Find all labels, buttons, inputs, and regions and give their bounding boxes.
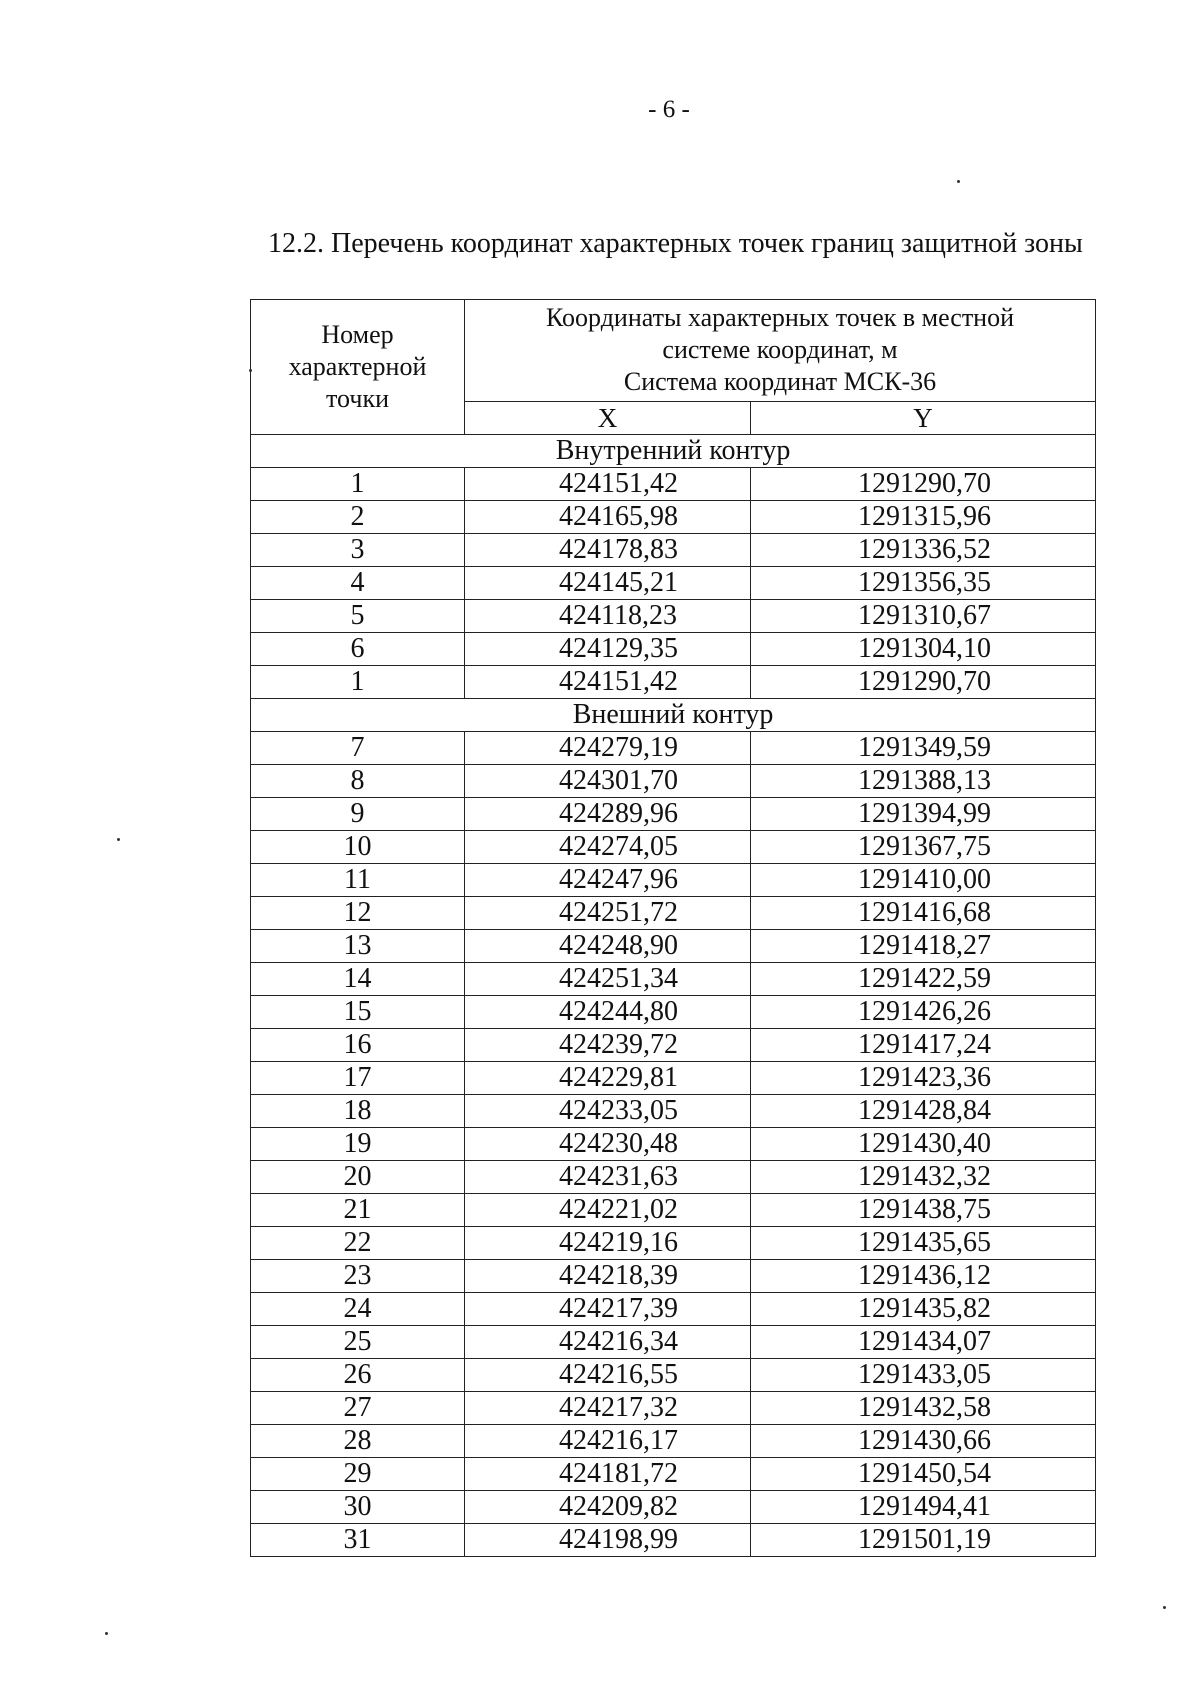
y-coordinate-value: 1291290,70 xyxy=(858,468,991,499)
x-coordinate-value: 424239,72 xyxy=(559,1029,678,1060)
x-coordinate-cell xyxy=(465,600,751,633)
y-coordinate-value: 1291433,05 xyxy=(858,1359,991,1390)
y-coordinate-value: 1291422,59 xyxy=(858,963,991,994)
point-number-cell: 30 xyxy=(251,1491,465,1524)
x-coordinate-cell xyxy=(465,633,751,666)
point-number-cell: 3 xyxy=(251,534,465,567)
x-coordinate-value: 424216,55 xyxy=(559,1359,678,1390)
table-header xyxy=(251,300,1096,435)
x-coordinate-value: 424181,72 xyxy=(559,1458,678,1489)
scan-speck xyxy=(1163,1606,1166,1609)
point-number-cell: 2 xyxy=(251,501,465,534)
y-coordinate-cell xyxy=(751,1029,1096,1062)
x-coordinate-value: 424274,05 xyxy=(559,831,678,862)
x-coordinate-value: 424221,02 xyxy=(559,1194,678,1225)
x-coordinate-value: 424229,81 xyxy=(559,1062,678,1093)
x-coordinate-value: 424301,70 xyxy=(559,765,678,796)
y-coordinate-cell xyxy=(751,831,1096,864)
y-coordinate-value: 1291423,36 xyxy=(858,1062,991,1093)
point-number-cell: 5 xyxy=(251,600,465,633)
y-coordinate-cell xyxy=(751,1260,1096,1293)
y-coordinate-cell xyxy=(751,1524,1096,1557)
table-row xyxy=(251,1359,1096,1392)
point-number-cell: 21 xyxy=(251,1194,465,1227)
x-coordinate-cell xyxy=(465,1029,751,1062)
section-title-cell: Внешний контур xyxy=(251,699,1096,732)
y-coordinate-value: 1291432,58 xyxy=(858,1392,991,1423)
y-coordinate-cell xyxy=(751,996,1096,1029)
point-number-cell: 25 xyxy=(251,1326,465,1359)
point-number-cell: 26 xyxy=(251,1359,465,1392)
y-coordinate-cell xyxy=(751,765,1096,798)
table-row xyxy=(251,831,1096,864)
point-number-cell: 10 xyxy=(251,831,465,864)
table-body xyxy=(251,435,1096,1557)
x-coordinate-cell xyxy=(465,1161,751,1194)
y-coordinate-cell xyxy=(751,1161,1096,1194)
y-coordinate-cell xyxy=(751,798,1096,831)
table-row xyxy=(251,1491,1096,1524)
x-coordinate-value: 424165,98 xyxy=(559,501,678,532)
page-number: - 6 - xyxy=(648,96,690,123)
scan-speck xyxy=(105,1632,108,1635)
coordinates-table xyxy=(250,299,1096,1557)
x-coordinate-value: 424129,35 xyxy=(559,633,678,664)
y-coordinate-cell xyxy=(751,534,1096,567)
x-coordinate-value: 424231,63 xyxy=(559,1161,678,1192)
table-row xyxy=(251,1029,1096,1062)
y-coordinate-cell xyxy=(751,468,1096,501)
x-coordinate-cell xyxy=(465,666,751,699)
x-coordinate-value: 424216,17 xyxy=(559,1425,678,1456)
x-coordinate-cell xyxy=(465,1095,751,1128)
y-coordinate-value: 1291388,13 xyxy=(858,765,991,796)
header-y: Y xyxy=(751,402,1096,435)
x-coordinate-value: 424251,72 xyxy=(559,897,678,928)
x-coordinate-cell xyxy=(465,864,751,897)
x-coordinate-cell xyxy=(465,1194,751,1227)
x-coordinate-value: 424251,34 xyxy=(559,963,678,994)
table-row xyxy=(251,897,1096,930)
table-row xyxy=(251,1194,1096,1227)
table-row xyxy=(251,1161,1096,1194)
x-coordinate-value: 424219,16 xyxy=(559,1227,678,1258)
point-number-cell: 12 xyxy=(251,897,465,930)
point-number-cell: 20 xyxy=(251,1161,465,1194)
y-coordinate-cell xyxy=(751,1293,1096,1326)
table-row xyxy=(251,732,1096,765)
header-x: X xyxy=(465,402,751,435)
scan-speck xyxy=(117,838,120,841)
y-coordinate-value: 1291450,54 xyxy=(858,1458,991,1489)
x-coordinate-cell xyxy=(465,1392,751,1425)
y-coordinate-cell xyxy=(751,1194,1096,1227)
table-row xyxy=(251,1425,1096,1458)
x-coordinate-cell xyxy=(465,963,751,996)
x-coordinate-cell xyxy=(465,1458,751,1491)
y-coordinate-value: 1291428,84 xyxy=(858,1095,991,1126)
y-coordinate-value: 1291438,75 xyxy=(858,1194,991,1225)
y-coordinate-cell xyxy=(751,567,1096,600)
table-row xyxy=(251,1128,1096,1161)
x-coordinate-value: 424216,34 xyxy=(559,1326,678,1357)
x-coordinate-cell xyxy=(465,996,751,1029)
x-coordinate-value: 424209,82 xyxy=(559,1491,678,1522)
table-row xyxy=(251,864,1096,897)
x-coordinate-cell xyxy=(465,1128,751,1161)
point-number-cell: 18 xyxy=(251,1095,465,1128)
table-row xyxy=(251,1293,1096,1326)
table-row xyxy=(251,468,1096,501)
point-number-cell: 16 xyxy=(251,1029,465,1062)
x-coordinate-cell xyxy=(465,1293,751,1326)
x-coordinate-value: 424217,32 xyxy=(559,1392,678,1423)
point-number-cell: 8 xyxy=(251,765,465,798)
point-number-cell: 13 xyxy=(251,930,465,963)
y-coordinate-cell xyxy=(751,930,1096,963)
x-coordinate-cell xyxy=(465,1359,751,1392)
x-coordinate-value: 424279,19 xyxy=(559,732,678,763)
table-row xyxy=(251,633,1096,666)
y-coordinate-value: 1291430,66 xyxy=(858,1425,991,1456)
point-number-cell: 1 xyxy=(251,468,465,501)
header-coordinates-line-1: Координаты характерных точек в местной xyxy=(546,303,1015,332)
y-coordinate-value: 1291435,65 xyxy=(858,1227,991,1258)
table-row xyxy=(251,1458,1096,1491)
y-coordinate-cell xyxy=(751,600,1096,633)
y-coordinate-cell xyxy=(751,1326,1096,1359)
header-point-number xyxy=(251,300,465,435)
x-coordinate-value: 424289,96 xyxy=(559,798,678,829)
x-coordinate-cell xyxy=(465,732,751,765)
table-row xyxy=(251,666,1096,699)
header-coordinates xyxy=(465,300,1096,402)
point-number-cell: 22 xyxy=(251,1227,465,1260)
point-number-cell: 23 xyxy=(251,1260,465,1293)
x-coordinate-value: 424198,99 xyxy=(559,1524,678,1555)
point-number-cell: 31 xyxy=(251,1524,465,1557)
y-coordinate-cell xyxy=(751,1128,1096,1161)
x-coordinate-cell xyxy=(465,468,751,501)
y-coordinate-value: 1291418,27 xyxy=(858,930,991,961)
x-coordinate-value: 424118,23 xyxy=(559,600,677,631)
table-row xyxy=(251,1392,1096,1425)
x-coordinate-cell xyxy=(465,798,751,831)
x-coordinate-value: 424248,90 xyxy=(559,930,678,961)
y-coordinate-cell xyxy=(751,1392,1096,1425)
section-title: 12.2. Перечень координат характерных точек границ защитной зоны xyxy=(268,228,1083,259)
x-coordinate-value: 424178,83 xyxy=(559,534,678,565)
header-coordinates-line-2: системе координат, м xyxy=(662,335,898,364)
y-coordinate-value: 1291315,96 xyxy=(858,501,991,532)
table-row xyxy=(251,963,1096,996)
table-row xyxy=(251,1062,1096,1095)
point-number-cell: 17 xyxy=(251,1062,465,1095)
table-row xyxy=(251,930,1096,963)
y-coordinate-value: 1291434,07 xyxy=(858,1326,991,1357)
y-coordinate-value: 1291416,68 xyxy=(858,897,991,928)
table-row xyxy=(251,765,1096,798)
point-number-cell: 6 xyxy=(251,633,465,666)
x-coordinate-value: 424218,39 xyxy=(559,1260,678,1291)
section-title-cell: Внутренний контур xyxy=(251,435,1096,468)
y-coordinate-value: 1291394,99 xyxy=(858,798,991,829)
x-coordinate-cell xyxy=(465,765,751,798)
header-point-number-line-3: точки xyxy=(326,384,389,413)
y-coordinate-cell xyxy=(751,1491,1096,1524)
scan-speck xyxy=(957,180,960,183)
header-point-number-line-2: характерной xyxy=(288,352,427,381)
y-coordinate-cell xyxy=(751,633,1096,666)
y-coordinate-value: 1291494,41 xyxy=(858,1491,991,1522)
y-coordinate-cell xyxy=(751,1425,1096,1458)
y-coordinate-value: 1291417,24 xyxy=(858,1029,991,1060)
y-coordinate-cell xyxy=(751,864,1096,897)
table-row xyxy=(251,567,1096,600)
y-coordinate-cell xyxy=(751,1458,1096,1491)
y-coordinate-cell xyxy=(751,732,1096,765)
y-coordinate-cell xyxy=(751,963,1096,996)
x-coordinate-value: 424230,48 xyxy=(559,1128,678,1159)
point-number-cell: 28 xyxy=(251,1425,465,1458)
y-coordinate-cell xyxy=(751,1227,1096,1260)
section-row xyxy=(251,699,1096,732)
y-coordinate-value: 1291410,00 xyxy=(858,864,991,895)
point-number-cell: 11 xyxy=(251,864,465,897)
x-coordinate-value: 424247,96 xyxy=(559,864,678,895)
x-coordinate-cell xyxy=(465,567,751,600)
x-coordinate-cell xyxy=(465,831,751,864)
x-coordinate-cell xyxy=(465,1524,751,1557)
x-coordinate-value: 424217,39 xyxy=(559,1293,678,1324)
y-coordinate-value: 1291426,26 xyxy=(858,996,991,1027)
table-row xyxy=(251,1095,1096,1128)
table-row xyxy=(251,798,1096,831)
y-coordinate-cell xyxy=(751,897,1096,930)
section-row xyxy=(251,435,1096,468)
point-number-cell: 19 xyxy=(251,1128,465,1161)
point-number-cell: 27 xyxy=(251,1392,465,1425)
point-number-cell: 14 xyxy=(251,963,465,996)
table-row xyxy=(251,501,1096,534)
y-coordinate-value: 1291432,32 xyxy=(858,1161,991,1192)
table-row xyxy=(251,996,1096,1029)
x-coordinate-cell xyxy=(465,1062,751,1095)
y-coordinate-value: 1291290,70 xyxy=(858,666,991,697)
x-coordinate-cell xyxy=(465,1326,751,1359)
y-coordinate-cell xyxy=(751,1095,1096,1128)
x-coordinate-value: 424145,21 xyxy=(559,567,678,598)
point-number-cell: 7 xyxy=(251,732,465,765)
x-coordinate-value: 424151,42 xyxy=(559,468,678,499)
table-row xyxy=(251,1524,1096,1557)
x-coordinate-cell xyxy=(465,930,751,963)
y-coordinate-cell xyxy=(751,1062,1096,1095)
y-coordinate-cell xyxy=(751,666,1096,699)
table-row xyxy=(251,600,1096,633)
x-coordinate-cell xyxy=(465,501,751,534)
table-row xyxy=(251,534,1096,567)
y-coordinate-value: 1291304,10 xyxy=(858,633,991,664)
point-number-cell: 29 xyxy=(251,1458,465,1491)
x-coordinate-value: 424151,42 xyxy=(559,666,678,697)
y-coordinate-value: 1291501,19 xyxy=(858,1524,991,1555)
x-coordinate-value: 424233,05 xyxy=(559,1095,678,1126)
y-coordinate-value: 1291349,59 xyxy=(858,732,991,763)
x-coordinate-cell xyxy=(465,897,751,930)
y-coordinate-value: 1291356,35 xyxy=(858,567,991,598)
y-coordinate-value: 1291430,40 xyxy=(858,1128,991,1159)
y-coordinate-value: 1291310,67 xyxy=(858,600,991,631)
x-coordinate-value: 424244,80 xyxy=(559,996,678,1027)
y-coordinate-cell xyxy=(751,1359,1096,1392)
x-coordinate-cell xyxy=(465,1491,751,1524)
y-coordinate-value: 1291435,82 xyxy=(858,1293,991,1324)
y-coordinate-value: 1291436,12 xyxy=(858,1260,991,1291)
point-number-cell: 9 xyxy=(251,798,465,831)
y-coordinate-value: 1291367,75 xyxy=(858,831,991,862)
table-row xyxy=(251,1227,1096,1260)
x-coordinate-cell xyxy=(465,1227,751,1260)
point-number-cell: 24 xyxy=(251,1293,465,1326)
x-coordinate-cell xyxy=(465,534,751,567)
table-row xyxy=(251,1326,1096,1359)
point-number-cell: 4 xyxy=(251,567,465,600)
point-number-cell: 1 xyxy=(251,666,465,699)
scan-speck xyxy=(249,369,252,372)
header-coordinates-line-3: Система координат МСК-36 xyxy=(623,367,937,396)
table-row xyxy=(251,1260,1096,1293)
x-coordinate-cell xyxy=(465,1260,751,1293)
y-coordinate-cell xyxy=(751,501,1096,534)
y-coordinate-value: 1291336,52 xyxy=(858,534,991,565)
header-point-number-line-1: Номер xyxy=(321,320,394,349)
x-coordinate-cell xyxy=(465,1425,751,1458)
point-number-cell: 15 xyxy=(251,996,465,1029)
